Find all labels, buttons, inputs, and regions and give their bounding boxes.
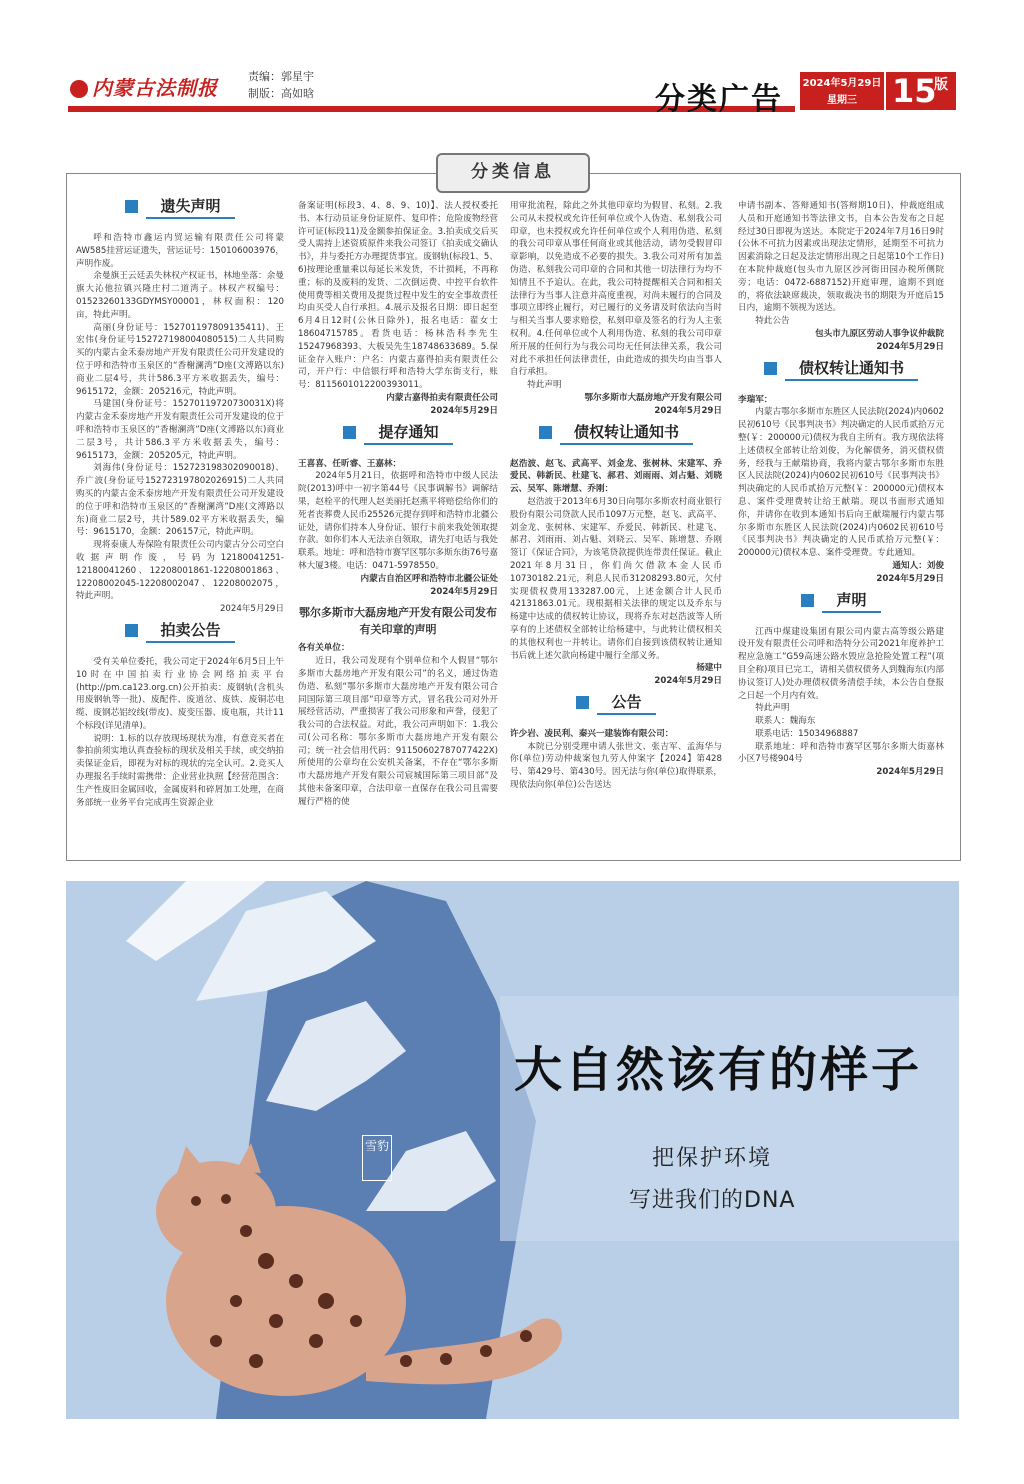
paragraph: 备案证明(标段3、4、8、9、10)】、法人授权委托书、本行动员证身份证原件、复印件；危险废物经营许可证(标段11)及金额参拍保证金。3.拍卖成交后买受人需持上述资质原件来我公司签订《拍卖成交确认书》，并与委托方办理提货事宜。废钢轨(标段1、5、6)按理论重量乘以每延长米发货，不计损耗，不再称重；标的及废料的发货、二次倒运费、中控平台软件使用费等相关费用及提货过程中发生的安全事故责任均由买受人自行承担。4.展示及报名日期：即日起至6月4日12时(公休日除外)，报名电话：翟女士18604715785。看货电话：杨林浩科李先生15247968393、大板吴先生18748633689。5.保证金存入账户：户名：内蒙古嘉得拍卖有限责任公司，开户行：中信银行呼和浩特大学东街支行，账号：8115601012200393011。 xyxy=(298,201,498,391)
signature: 通知人：刘俊 xyxy=(892,560,944,571)
page-suffix: 版 xyxy=(934,77,948,93)
paragraph: 联系人：魏海东 xyxy=(755,716,816,727)
logo-emblem-icon xyxy=(70,80,88,98)
section-heading xyxy=(76,620,284,650)
notice-date: 2024年5月29日 xyxy=(876,341,944,352)
signature: 内蒙古自治区呼和浩特市北疆公证处 xyxy=(360,573,498,584)
section-heading xyxy=(510,692,722,722)
section-heading xyxy=(738,590,944,620)
salutation: 李瑞军： xyxy=(738,394,773,405)
section-heading xyxy=(510,422,722,452)
paragraph: 现将泰康人寿保险有限责任公司内蒙古分公司空白收据声明作废，号码为12180041251-12180041260、12208001861-12208001863、12208002045-12208002047、12208002075，特此声明。 xyxy=(76,540,284,602)
heading-text: 提存通知 xyxy=(364,423,452,445)
salutation: 赵浩波、赵飞、武高平、刘金龙、张树林、宋建军、乔爱民、韩新民、杜建飞、郝君、刘雨雨、刘占魁、刘晓云、吴军、陈增慧、乔刚： xyxy=(510,458,722,495)
column-3 xyxy=(510,200,722,792)
newspaper-logo xyxy=(70,72,235,102)
ad-subtitle: 把保护环境 xyxy=(652,1146,773,1171)
page-number-badge xyxy=(886,72,956,110)
heading-square-icon xyxy=(576,696,589,709)
issue-weekday: 星期三 xyxy=(827,95,857,106)
heading-square-icon xyxy=(801,594,814,607)
paragraph: 2024年5月21日，依据呼和浩特市中级人民法院(2013)呼中一初字第44号《民事调解书》调解结果，赵栓平的代理人赵美丽托赵燕平将赔偿给你们的死者丧葬费人民币25526元提存到呼和浩特市北疆公证处，请你们持本人身份证、银行卡前来我处领取提存款。如你们本人无法亲自领取，请先打电话与我处联系。地址：呼和浩特市赛罕区鄂尔多斯东街76号嘉林大厦3楼。电话：0471-5978550。 xyxy=(298,471,498,571)
section-title: 分类广告 xyxy=(655,82,783,117)
paragraph: 本院已分别受理申请人张世文、张吉军、孟海华与你(单位)劳动仲裁案包九劳人仲案字【2024】第428号、第429号、第430号。因无法与你(单位)取得联系，现依法向你(单位)公告送达 xyxy=(510,741,722,791)
heading-text: 声明 xyxy=(822,591,880,613)
notice-title: 鄂尔多斯市大磊房地产开发有限公司发布有关印章的声明 xyxy=(299,606,497,637)
date-badge xyxy=(800,72,884,110)
editor: 责编：郭星宇 xyxy=(248,70,314,83)
heading-text: 公告 xyxy=(597,693,655,715)
notice-date: 2024年5月29日 xyxy=(219,604,284,615)
heading-square-icon xyxy=(539,426,552,439)
salutation: 许少岩、凌民利、秦兴一建装饰有限公司： xyxy=(510,728,674,739)
notice-date: 2024年5月29日 xyxy=(654,676,722,687)
heading-square-icon xyxy=(125,200,138,213)
producer: 制版：高如晗 xyxy=(248,87,314,100)
salutation: 各有关单位： xyxy=(298,643,350,654)
public-service-ad xyxy=(66,881,959,1419)
paragraph: 赵浩波于2013年6月30日向鄂尔多斯农村商业银行股份有限公司贷款人民币1097万元整，赵飞、武高平、刘金龙、张树林、宋建军、乔爱民、韩新民、杜建飞、郝君、刘雨雨、刘占魁、刘晓云、吴军、陈增慧、乔刚签订《保证合同》，为该笔贷款提供连带责任保证。截止2021年8月31日，你们尚欠借款本金人民币10730182.21元，利息人民币31208293.80元，欠付实现债权费用133287.00元，上述金额合计人民币42131863.01元。现根据相关法律的规定以及乔东与杨建中达成的债权转让协议，现将乔东对赵浩波等人所享有的上述债权全部转让给杨建中，与此转让债权相关的其他权利也一并转让。请你们自接到该债权转让通知书后就上述欠款向杨建中履行全部义务。 xyxy=(510,496,722,661)
section-heading xyxy=(76,197,284,226)
heading-text: 拍卖公告 xyxy=(146,621,234,643)
heading-text: 债权转让通知书 xyxy=(560,423,693,445)
paragraph: 用审批流程，除此之外其他印章均为假冒、私刻。2.我公司从未授权或允许任何单位或个人伪造、私刻我公司印章，也未授权或允许任何单位或个人利用伪造、私刻的我公司印章从事任何商业或其他活动，请勿受假冒印章影响，以免造成不必要的损失。3.我公司对所有加盖伪造、私刻我公司印章的合同和其他一切法律行为均不知情且不予追认。在此，我公司特提醒相关合同和相关法律行为当事人注意并高度重视，对尚未履行的合同及事项立即终止履行，对已履行的义务请及时依法向当时与相关当事人要求赔偿，私刻印章及签名的行为人主张权利。4.任何单位或个人利用伪造、私刻的我公司印章所开展的任何行为与我公司均无任何法律关系，我公司对此不承担任何法律责任，由此造成的损失均由当事人自行承担。 xyxy=(510,201,722,378)
heading-square-icon xyxy=(764,362,777,375)
ad-title: 大自然该有的样子 xyxy=(514,1042,923,1098)
paragraph: 近日，我公司发现有个别单位和个人假冒“鄂尔多斯市大磊房地产开发有限公司”的名义，通过伪造伪造、私刻“鄂尔多斯市大磊房地产开发有限公司合同国际第三项目部”印章等方式，冒名我公司对外开展经营活动，严重损害了我公司形象和声誉，侵犯了我公司的合法权益。对此，我公司声明如下：1.我公司(公司名称：鄂尔多斯市大磊房地产开发有限公司；统一社会信用代码：91150602787077422X)所使用的公章均在公安机关备案，不存在“鄂尔多斯市大磊房地产开发有限公司宸城国际第三项目部”及其他未备案印章，合法印章一直保存在我公司且需要履行严格的使 xyxy=(298,656,498,807)
column-1 xyxy=(76,192,284,809)
page-number: 15 xyxy=(892,72,937,110)
heading-square-icon xyxy=(125,624,138,637)
column-4 xyxy=(738,200,944,779)
salutation: 王喜喜、任昕睿、王嘉林： xyxy=(298,458,402,469)
notice-date: 2024年5月29日 xyxy=(654,405,722,416)
paragraph: 呼和浩特市鑫运内贸运输有限责任公司将蒙AW585挂营运证遗失，营运证号：150106003976，声明作废。 xyxy=(76,233,284,269)
notice-date: 2024年5月29日 xyxy=(876,573,944,584)
logo-text: 内蒙古法制报 xyxy=(92,76,218,100)
paragraph: 内蒙古鄂尔多斯市东胜区人民法院(2024)内0602民初610号《民事判决书》判决确定的人民币贰拾万元整(￥：200000元)债权为我自主所有。我方现依法将上述债权全部转让给刘俊，为化解债务，消灭债权债务，经我与王献瑞协商，我将内蒙古鄂尔多斯市东胜区人民法院(2024)内0602民初610号《民事判决书》判决确定的人民币贰拾万元整(￥：200000元)债权本息、案件受理费转让给王献瑞。现以书面形式通知你，并请你在收到本通知书后向王献瑞履行内蒙古鄂尔多斯市东胜区人民法院(2024)内0602民初610号《民事判决书》判决确定的人民币贰拾万元整(￥：200000元)债权本息、案件受理费。专此通知。 xyxy=(738,407,944,559)
section-heading xyxy=(298,422,498,452)
signature: 杨建中 xyxy=(696,663,722,674)
heading-text: 债权转让通知书 xyxy=(785,359,918,381)
signature: 鄂尔多斯市大磊房地产开发有限公司 xyxy=(584,392,722,403)
paragraph: 刘海伟(身份证号：152723198302090018)、乔广波(身份证号152723197802026915)二人共同购买的内蒙古金禾泰房地产开发有限责任公司开发建设的位于呼和浩特市玉泉区的“香榭澜湾”D座(文溥路以东)商业二层2号，共计589.02平方米收据丢失，编号：9615170，金额：206157元，特此声明。 xyxy=(76,463,284,538)
heading-square-icon xyxy=(343,426,356,439)
paragraph: 特此声明 xyxy=(755,703,790,714)
paragraph: 余曼旗王云廷丢失林权产权证书，林地坐落：余曼旗大沁他拉镇兴隆庄村二道湾子。林权产权编号：01523260133GDYMSY00001，林权面积：120亩，特此声明。 xyxy=(76,271,284,320)
paragraph: 高丽(身份证号：152701197809135411)、王宏伟(身份证号152727198004080515)二人共同购买的内蒙古金禾泰房地产开发有限责任公司开发建设的位于呼和浩特市玉泉区的“香榭澜湾”D座(文溥路以东)商业二层4号，共计586.3平方米收据丢失，编号：9615172，金额：205216元，特此声明。 xyxy=(76,322,284,397)
heading-text: 遗失声明 xyxy=(146,197,234,219)
notice-date: 2024年5月29日 xyxy=(876,767,944,778)
ad-seal: 雪豹 xyxy=(362,1135,392,1181)
paragraph: 特此声明 xyxy=(527,380,562,391)
paragraph: 受有关单位委托，我公司定于2024年6月5日上午10时在中国拍卖行业协会网络拍卖平台(http://pm.ca123.org.cn)公开拍卖：废钢轨(含机头用废钢轨等一批)、废配件、废道岔、废铁、废铜芯电缆、废钢芯铝绞线(带皮)、废变压器、废电瓶，共计11个标段(详见清单)。 xyxy=(76,656,284,731)
paragraph: 江西中煤建设集团有限公司内蒙古高等级公路建设开发有限责任公司呼和浩特分公司2021年度养护工程应急施工”G59高速公路水毁应急抢险处置工程”(项目全称)项目已完工，请相关债权债务人到魏海东(内部协议签订人)处办理债权债务清偿手续，本公告自登报之日起一个月内有效。 xyxy=(738,626,944,701)
editor-credits xyxy=(248,68,314,102)
classified-banner: 分类信息 xyxy=(436,153,590,193)
paragraph: 申请书副本、答辩通知书(答辩期10日)、仲裁庭组成人员和开庭通知书等法律文书，自本公告发布之日起经过30日即视为送达。本院定于2024年7月16日9时(公休不可抗力因素或出现法定情形，延期至不可抗力因素消除之日起及法定情形出现之日起第10个工作日)在本院仲裁庭(包头市九原区沙河街田园办税所侧院旁；电话：0472-6887152)开庭审理，逾期不到庭的，将依法缺席裁决，领取裁决书的期限为开庭后15日内，逾期不领视为送达。 xyxy=(738,201,944,314)
ad-subtitle: 写进我们的DNA xyxy=(629,1188,796,1213)
paragraph: 马建国(身份证号：15270119720730031X)将内蒙古金禾泰房地产开发有限责任公司开发建设的位于呼和浩特市玉泉区的“香榭澜湾”D座(文溥路以东)商业二层3号，共计586.3平方米收据丢失，编号：9615173，金额：205205元，特此声明。 xyxy=(76,399,284,461)
signature: 包头市九原区劳动人事争议仲裁院 xyxy=(815,328,944,339)
notice-date: 2024年5月29日 xyxy=(430,405,498,416)
paragraph: 联系电话：15034968887 xyxy=(755,728,859,739)
notice-date: 2024年5月29日 xyxy=(430,586,498,597)
section-heading xyxy=(738,358,944,388)
paragraph: 说明：1.标的以存放现场现状为准，有意竞买者在参拍前须实地认真查验标的现状及相关手续，或交纳拍卖保证金后，即视为对标的现状的完全认可。2.竞买人办理报名手续时需携带：企业营业执照【经营范围含：生产性废旧金属回收，金属废料和碎屑加工处理，在商务部统一业务平台完成再生资源企业 xyxy=(76,733,284,808)
ad-illustration xyxy=(66,881,959,1419)
column-2 xyxy=(298,200,498,809)
signature: 内蒙古嘉得拍卖有限责任公司 xyxy=(386,392,498,403)
paragraph: 特此公告 xyxy=(755,316,790,327)
issue-date: 2024年5月29日 xyxy=(802,78,882,89)
paragraph: 联系地址：呼和浩特市赛罕区鄂尔多斯大街嘉林小区7号楼904号 xyxy=(738,741,944,765)
